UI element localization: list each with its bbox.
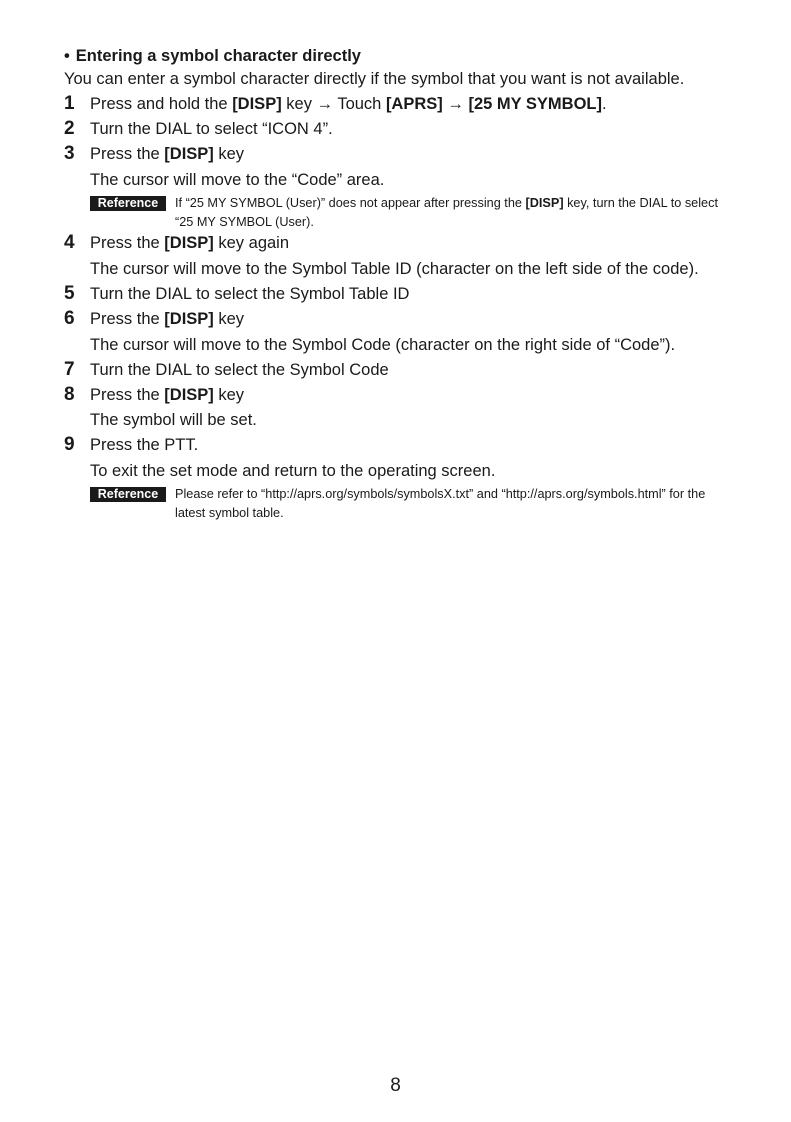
disp-key-label: [DISP] (164, 145, 214, 163)
step-number: 6 (64, 308, 75, 329)
step-number: 8 (64, 384, 75, 405)
step-text-part: → (442, 95, 469, 113)
reference-badge: Reference (90, 487, 166, 502)
disp-key-label: [DISP] (164, 386, 214, 404)
reference-text: Please refer to “http://aprs.org/symbols/symbolsX.txt” and “http://aprs.org/symbols.html” for the latest symbol table. (175, 487, 706, 520)
step-number: 2 (64, 118, 75, 139)
step-number: 9 (64, 434, 75, 455)
step-number: 3 (64, 143, 75, 164)
step-text: Turn the DIAL to select the Symbol Code (90, 361, 389, 379)
step-text-part: Press the (90, 386, 165, 404)
disp-key-label: [DISP] (164, 234, 214, 252)
step-number: 1 (64, 93, 75, 114)
step-text-part: key (213, 310, 245, 328)
step-text (90, 95, 607, 114)
disp-key-label: [DISP] (232, 95, 282, 113)
step-number: 5 (64, 283, 75, 304)
step-text (90, 386, 244, 405)
step-4-detail: The cursor will move to the Symbol Table ID (character on the left side of the code). (90, 260, 699, 278)
step-number: 4 (64, 232, 75, 253)
disp-key-label: [DISP] (164, 310, 214, 328)
step-text-part: Press the (90, 234, 165, 252)
reference-text (175, 194, 735, 232)
reference-text-part: If “25 MY SYMBOL (User)” does not appear after pressing the (175, 196, 526, 210)
step-text (90, 234, 289, 253)
step-text-part: Press the (90, 310, 165, 328)
aprs-key-label: [APRS] (385, 95, 443, 113)
reference-badge: Reference (90, 196, 166, 211)
step-text: Turn the DIAL to select the Symbol Table ID (90, 285, 410, 303)
step-text-part: key again (213, 234, 290, 252)
section-title: Entering a symbol character directly (75, 47, 361, 65)
step-8-detail: The symbol will be set. (90, 411, 257, 429)
step-9-detail: To exit the set mode and return to the operating screen. (90, 462, 496, 480)
step-text-part: key (213, 145, 245, 163)
section-intro: You can enter a symbol character directly if the symbol that you want is not available. (64, 70, 685, 88)
step-6-detail: The cursor will move to the Symbol Code (character on the right side of “Code”). (90, 336, 676, 354)
step-text-part: . (602, 95, 607, 113)
step-text (90, 145, 244, 164)
bullet-icon: • (64, 47, 70, 65)
step-text-part: key (213, 386, 245, 404)
step-text-part: key → Touch (281, 95, 386, 113)
step-text-part: Press and hold the (90, 95, 233, 113)
reference-text-part: key, turn the DIAL to select “25 MY SYMBOL (User). (175, 196, 718, 229)
my-symbol-key-label: [25 MY SYMBOL] (468, 95, 602, 113)
step-text: Turn the DIAL to select “ICON 4”. (90, 120, 333, 138)
step-3-detail: The cursor will move to the “Code” area. (90, 171, 385, 189)
disp-key-label: [DISP] (525, 196, 564, 210)
page-number: 8 (390, 1075, 401, 1096)
step-text-part: Press the (90, 145, 165, 163)
step-text: Press the PTT. (90, 436, 199, 454)
step-number: 7 (64, 359, 75, 380)
step-text (90, 310, 244, 329)
section-heading (64, 47, 361, 66)
